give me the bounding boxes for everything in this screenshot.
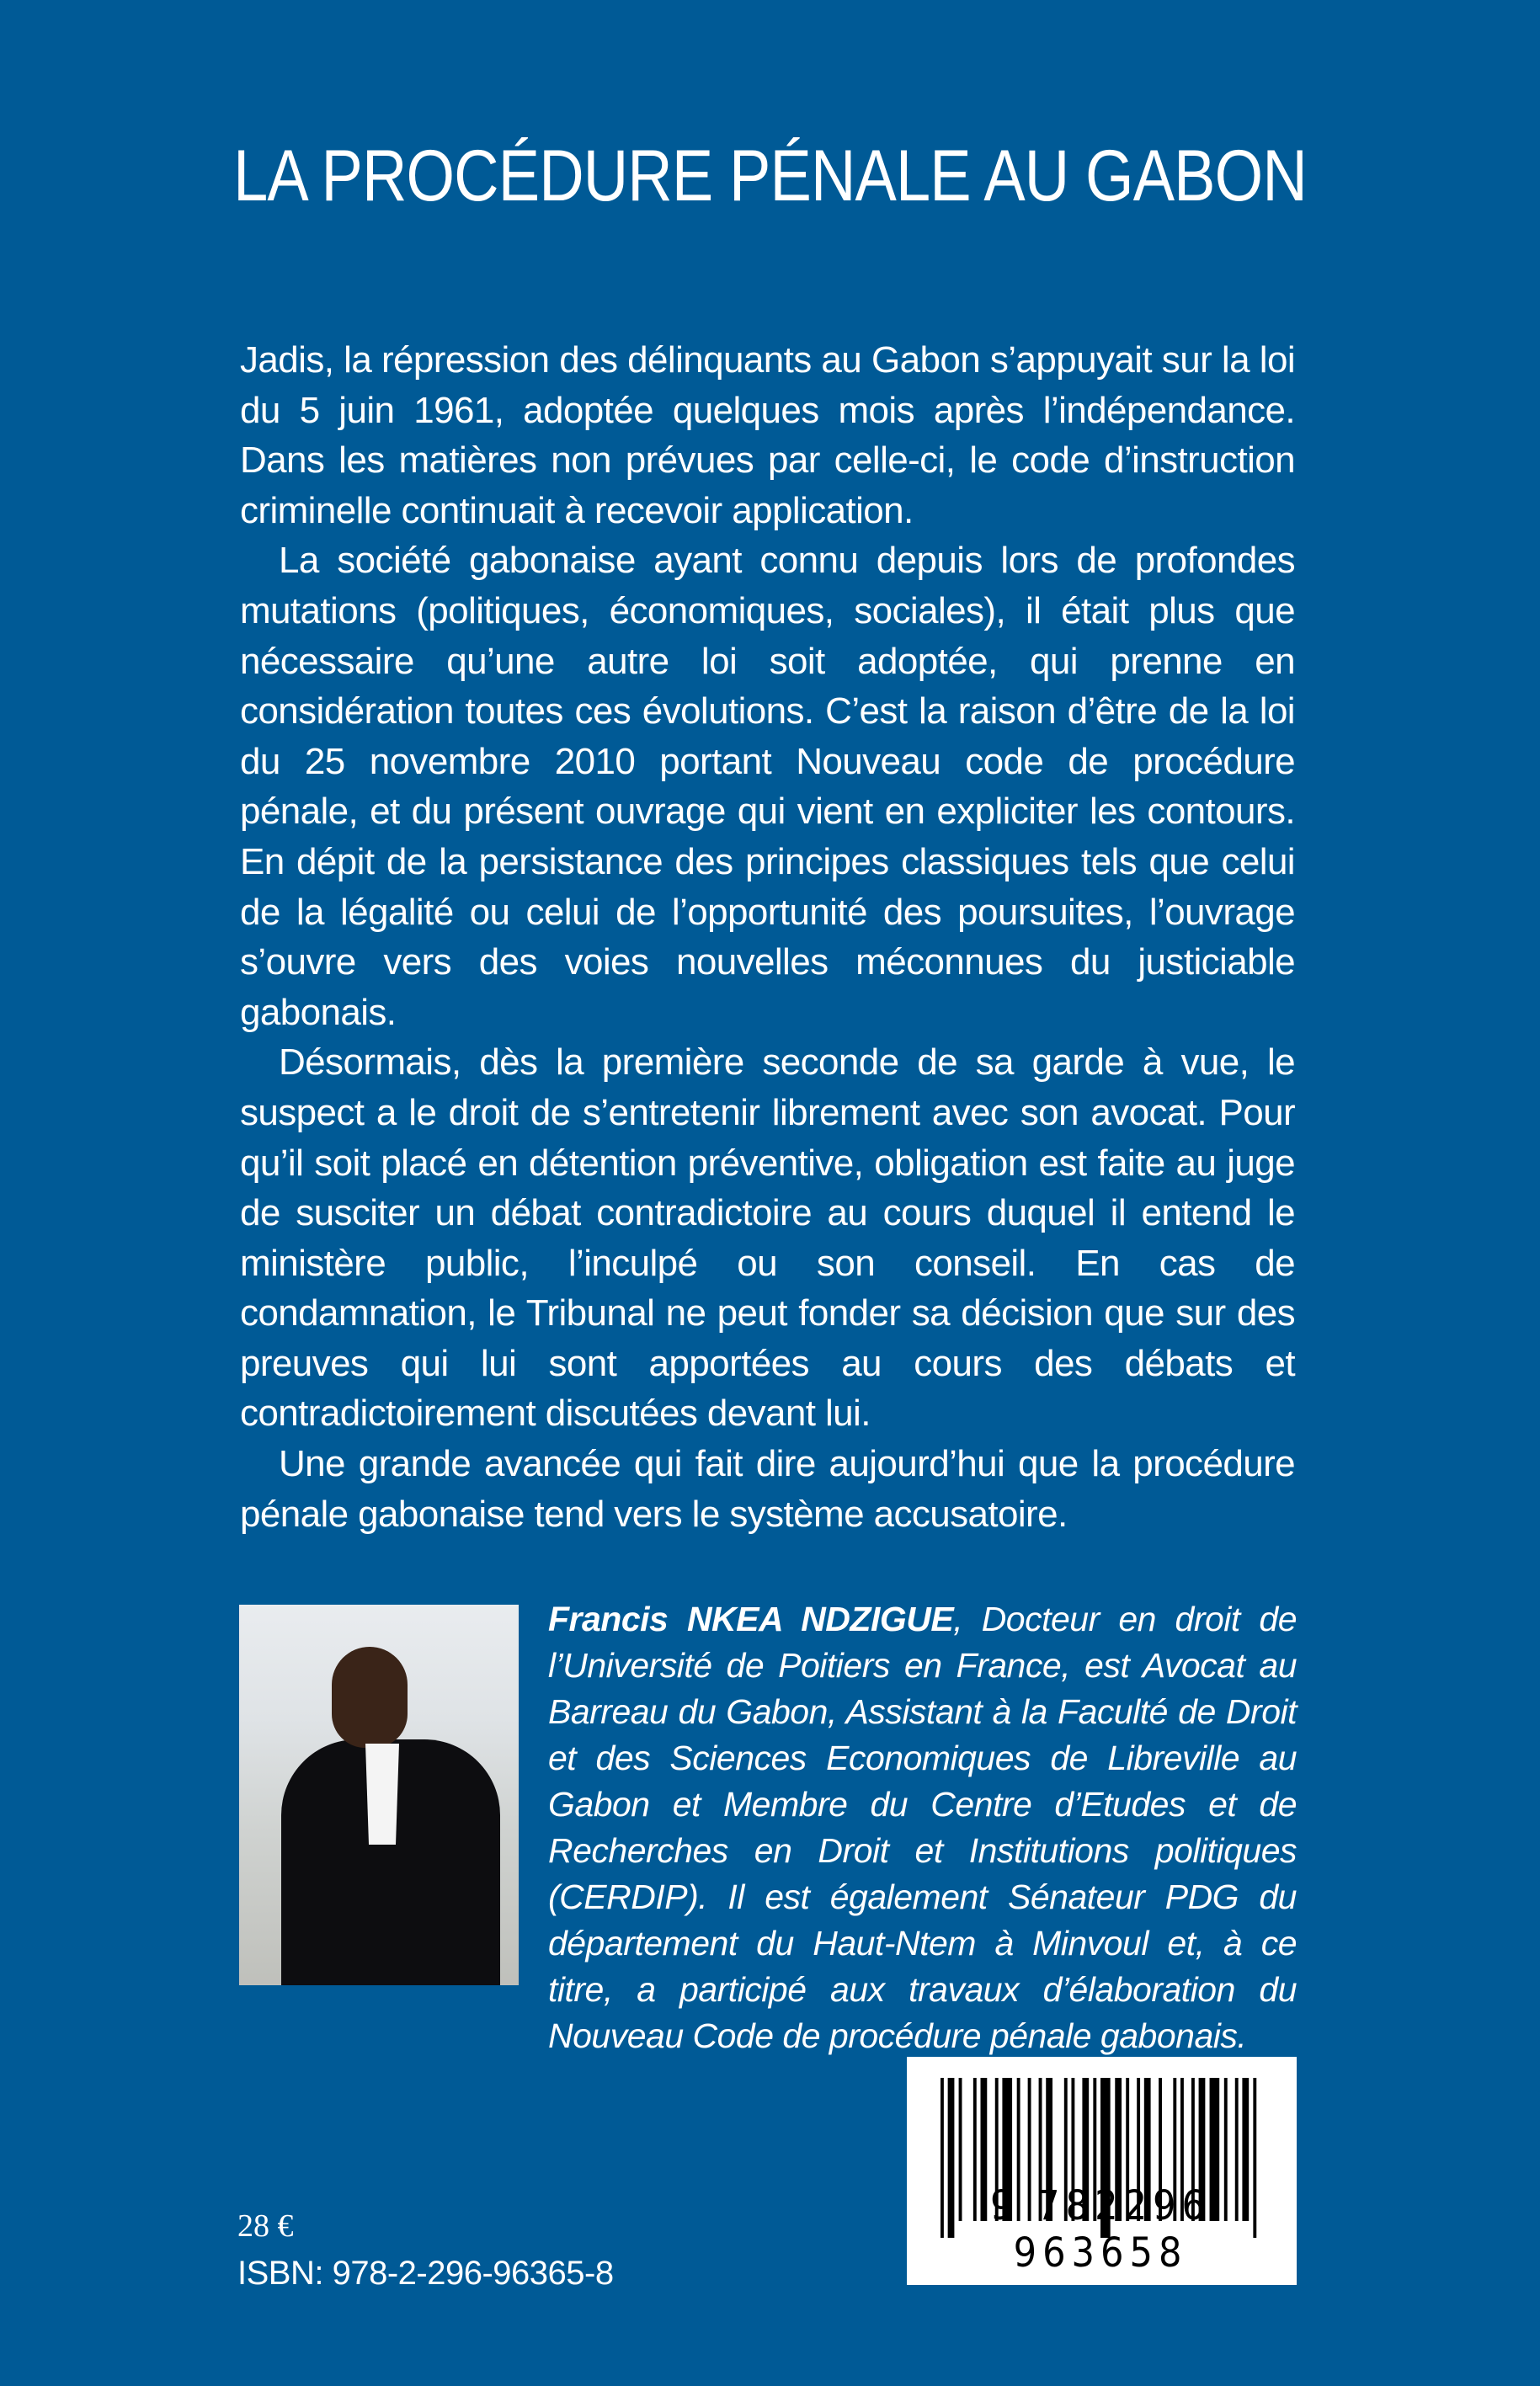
author-name: Francis NKEA NDZIGUE: [548, 1600, 954, 1638]
author-bio: [548, 1596, 1297, 2059]
barcode-digits: 9 782296 963658: [990, 2182, 1211, 2277]
barcode: [907, 2057, 1297, 2285]
book-title: LA PROCÉDURE PÉNALE AU GABON: [233, 136, 1307, 216]
summary-paragraph: Une grande avancée qui fait dire aujourd’hui que la procédure pénale gabonaise tend vers le système accusatoire.: [240, 1443, 1295, 1535]
price: 28 €: [237, 2208, 294, 2244]
author-bio-text: , Docteur en droit de l’Université de Poitiers en France, est Avocat au Barreau du Gabon, Assistant à la Faculté de Droit et des Sciences Economiques de Libreville au Gabon et Membre du Centre d’Etudes et de Recherches en Droit et Institutions politiques (CERDIP). Il est également Sénateur PDG du département du Haut-Ntem à Minvoul et, à ce titre, a participé aux travaux d’élaboration du Nouveau Code de procédure pénale gabonais.: [548, 1600, 1298, 2055]
summary-paragraph: Désormais, dès la première seconde de sa garde à vue, le suspect a le droit de s’entretenir librement avec son avocat. Pour qu’il soit placé en détention préventive, obligation est faite au juge de susciter un débat contradictoire au cours duquel il entend le ministère public, l’inculpé ou son conseil. En cas de condamnation, le Tribunal ne peut fonder sa décision que sur des preuves qui lui sont apportées au cours des débats et contradictoirement discutées devant lui.: [240, 1041, 1295, 1435]
summary-paragraph: La société gabonaise ayant connu depuis lors de profondes mutations (politiques, économiques, sociales), il était plus que nécessaire qu’une autre loi soit adoptée, qui prenne en considération toutes ces évolutions. C’est la raison d’être de la loi du 25 novembre 2010 portant Nouveau code de procédure pénale, et du présent ouvrage qui vient en expliciter les contours. En dépit de la persistance des principes classiques tels que celui de la légalité ou celui de l’opportunité des poursuites, l’ouvrage s’ouvre vers des voies nouvelles méconnues du justiciable gabonais.: [240, 540, 1295, 1033]
isbn: ISBN: 978-2-296-96365-8: [237, 2255, 614, 2292]
author-photo: [239, 1605, 519, 1985]
summary-paragraph: Jadis, la répression des délinquants au Gabon s’appuyait sur la loi du 5 juin 1961, adoptée quelques mois après l’indépendance. Dans les matières non prévues par celle-ci, le code d’instruction criminelle continuait à recevoir application.: [240, 339, 1295, 531]
back-cover-summary: [240, 335, 1295, 1539]
